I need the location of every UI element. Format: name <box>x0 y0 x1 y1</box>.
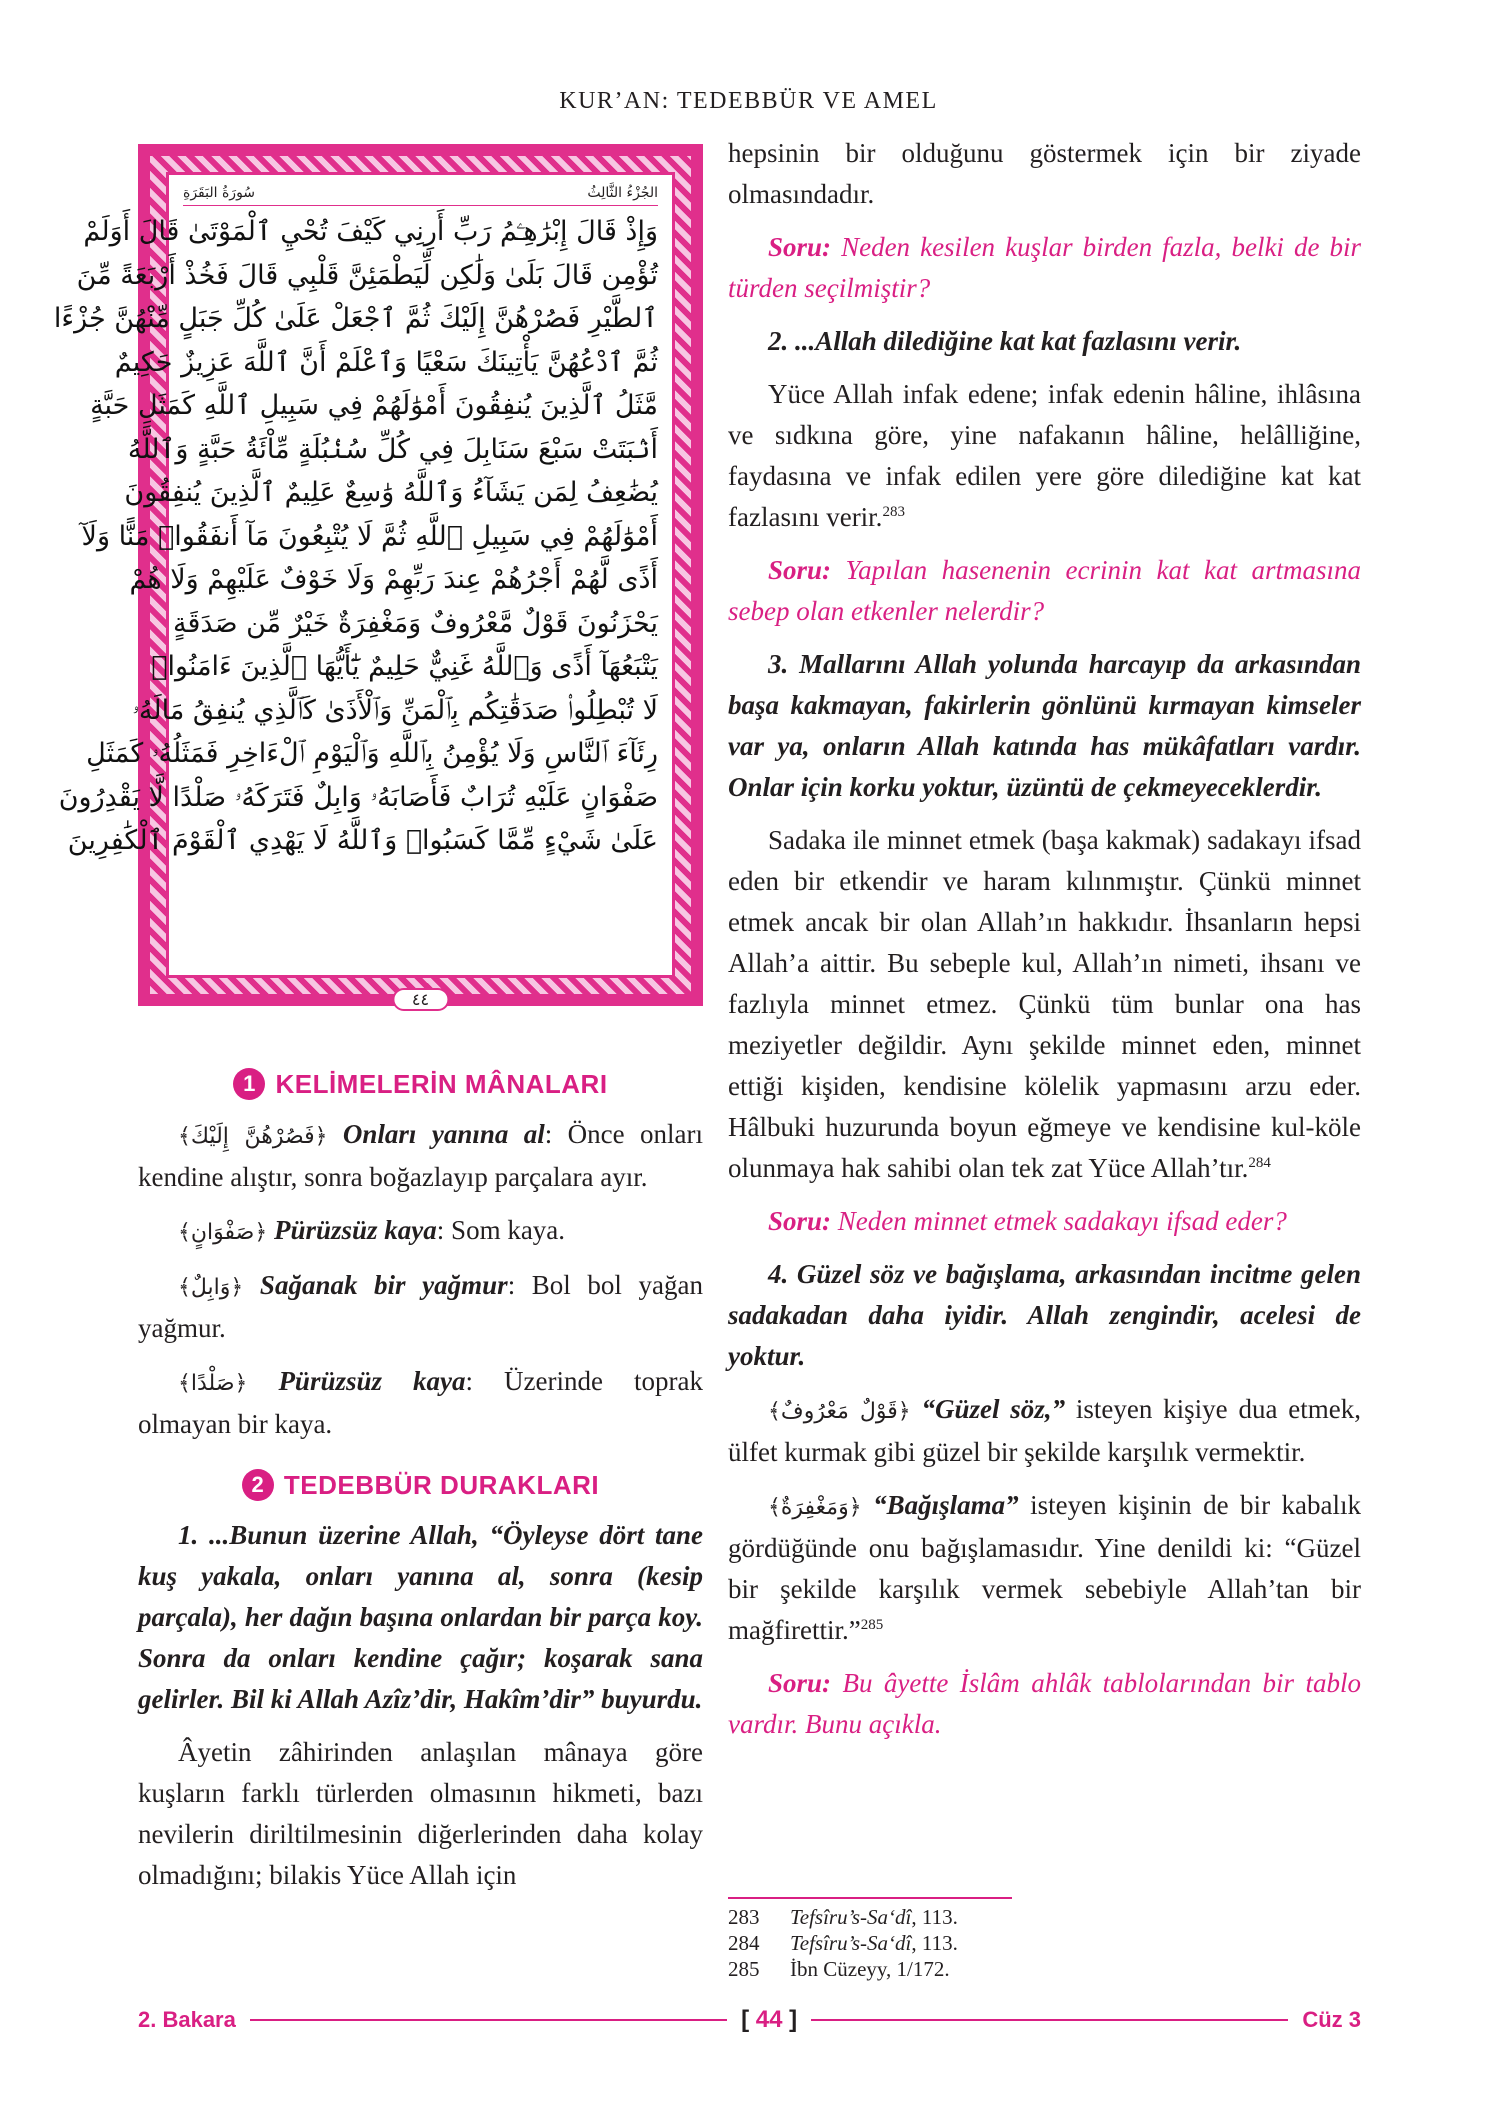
word-meaning-3 <box>138 1265 703 1349</box>
footnote-source: Tefsîru’s-Sa‘dî <box>790 1931 912 1955</box>
paragraph-text: Sadaka ile minnet etmek (başa kakmak) sadakayı ifsad eden bir etkendir ve haram kılınmıştır. Çünkü minnet etmek ancak bir olan Allah’ın hakkıdır. İhsanların hepsi Allah’a aittir. Bu sebeple kul, Allah’ın nimeti, ihsanı ve fazlıyla minnet etmez. Çünkü tüm bunlar ona has meziyetler değildir. Aynı şekilde minnet eden, minnet ettiği kişiden, kendisine kölelik yapmasını arzu eder. Hâlbuki huzurunda boyun eğmeye ve kendisine kul-köle olunmaya hak sahibi olan tek zat Yüce Allah’tır. <box>728 825 1361 1183</box>
section-title: TEDEBBÜR DURAKLARI <box>283 1469 600 1500</box>
ayah-line: وَإِذْ قَالَ إِبْرَٰهِـۧمُ رَبِّ أَرِنِي كَيْفَ تُحْيِ ٱلْمَوْتَىٰ قَالَ أَوَلَمْ <box>83 216 658 247</box>
question-label: Soru: <box>768 1206 832 1236</box>
footer-surah: 2. Bakara <box>138 2007 236 2032</box>
ayah-line: يَحْزَنُونَ قَوْلٌ مَّعْرُوفٌ وَمَغْفِرَةٌ خَيْرٌ مِّن صَدَقَةٍ <box>173 607 658 639</box>
arabic-term: ﴿صَفْوَانٍ﴾ <box>178 1220 268 1245</box>
term-label: Sağanak bir yağmur <box>259 1270 508 1300</box>
question-label: Soru: <box>768 555 832 585</box>
question-text: Neden minnet etmek sadakayı ifsad eder? <box>831 1206 1287 1236</box>
footnote-ref[interactable]: 283 <box>882 504 905 520</box>
term-label: “Güzel söz,” <box>921 1394 1066 1424</box>
ayah-line: تُؤْمِن قَالَ بَلَىٰ وَلَٰكِن لِّيَطْمَئِنَّ قَلْبِي قَالَ فَخُذْ أَرْبَعَةً مِّنَ <box>76 259 658 291</box>
mushaf-surah-label: سُورَةُ البَقَرَةِ <box>183 185 256 201</box>
tedebbur-verse-1: 1. ...Bunun üzerine Allah, “Öyleyse dört tane kuş yakala, onları yanına al, sonra (kesip parçala), her dağın başına onlardan bir parça koy. Sonra da onları kendine çağır; koşarak sana gelirler. Bil ki Allah Azîz’dir, Hakîm’dir” buyurdu. <box>138 1520 703 1714</box>
right-column <box>728 133 1361 1745</box>
word-meaning-1 <box>138 1114 703 1198</box>
section-title: KELİMELERİN MÂNALARI <box>275 1068 608 1099</box>
ayah-line: عَلَىٰ شَيْءٍ مِّمَّا كَسَبُوا۟ وَٱللَّهُ لَا يَهْدِي ٱلْقَوْمَ ٱلْكَٰفِرِينَ <box>67 825 658 856</box>
term-definition: : Üzerinde toprak olmayan bir kaya. <box>138 1366 704 1439</box>
page-bracket-close: ] <box>789 2006 798 2033</box>
mushaf-header <box>183 185 658 206</box>
word-meaning-2 <box>138 1210 703 1253</box>
footnote-ref[interactable]: 285 <box>860 1617 884 1633</box>
section-number-badge: 1 <box>233 1068 265 1100</box>
tedebbur-verse-2: 2. ...Allah dilediğine kat kat fazlasını verir. <box>768 326 1242 356</box>
arabic-term: ﴿فَصُرْهُنَّ إِلَيْكَ﴾ <box>178 1124 328 1149</box>
body-paragraph: hepsinin bir olduğunu göstermek için bir ziyade olmasındadır. <box>728 138 1361 209</box>
ayah-line: ثُمَّ ٱدْعُهُنَّ يَأْتِينَكَ سَعْيًا وَٱعْلَمْ أَنَّ ٱللَّهَ عَزِيزٌ حَكِيمٌ <box>114 346 658 378</box>
body-paragraph <box>728 374 1361 538</box>
term-definition: : Som kaya. <box>436 1215 566 1245</box>
mushaf-page-number: ٤٤ <box>392 988 449 1011</box>
question-text: Bu âyette İslâm ahlâk tablolarından bir tablo vardır. Bunu açıkla. <box>728 1668 1361 1739</box>
question-text: Neden kesilen kuşlar birden fazla, belki de bir türden seçilmiştir? <box>728 232 1361 303</box>
running-head: KUR’AN: TEDEBBÜR VE AMEL <box>559 88 938 114</box>
arabic-term: ﴿صَلْدًا﴾ <box>178 1371 248 1396</box>
question-4 <box>728 1663 1361 1745</box>
arabic-term: ﴿قَوْلٌ مَعْرُوفٌ﴾ <box>768 1399 911 1424</box>
footnote <box>728 1956 1128 1982</box>
mushaf-page-frame <box>53 144 703 1009</box>
footnote-number: 284 <box>728 1931 760 1955</box>
term-label: Onları yanına al <box>342 1119 545 1149</box>
section-number-badge: 2 <box>242 1469 274 1501</box>
footer-rule-right <box>811 2019 1288 2021</box>
question-3 <box>728 1201 1361 1242</box>
tedebbur-verse-3: 3. Mallarını Allah yolunda harcayıp da arkasından başa kakmayan, fakirlerin gönlünü kırmayan kimseler var ya, onların Allah katında has mükâfatları vardır. Onlar için korku yoktur, üzüntü de çekmeyeceklerdir. <box>728 649 1361 802</box>
ayah-line: أَمْوَٰلَهُمْ فِي سَبِيلِ ٱللَّهِ ثُمَّ لَا يُتْبِعُونَ مَآ أَنفَقُوا۟ مَنًّا وَلَآ <box>81 520 658 552</box>
footnote-number: 283 <box>728 1905 760 1929</box>
section-heading-meanings <box>138 1068 703 1100</box>
question-1 <box>728 227 1361 309</box>
mushaf-ayah-lines <box>53 210 658 863</box>
term-definition: : Önce onları kendine alıştır, sonra boğazlayıp parçalara ayır. <box>138 1119 703 1192</box>
body-paragraph <box>728 1389 1361 1473</box>
body-paragraph <box>728 820 1361 1189</box>
page-footer <box>138 2003 1361 2037</box>
ayah-line: مَّثَلُ ٱلَّذِينَ يُنفِقُونَ أَمْوَٰلَهُمْ فِي سَبِيلِ ٱللَّهِ كَمَثَلِ حَبَّةٍ <box>90 390 658 421</box>
footnote-source: Tefsîru’s-Sa‘dî <box>790 1905 912 1929</box>
body-paragraph <box>728 1485 1361 1651</box>
question-label: Soru: <box>768 1668 832 1698</box>
footnote <box>728 1904 1128 1930</box>
section-heading-tedebbur <box>138 1469 703 1501</box>
ayah-line: ٱلطَّيْرِ فَصُرْهُنَّ إِلَيْكَ ثُمَّ ٱجْعَلْ عَلَىٰ كُلِّ جَبَلٍ مِّنْهُنَّ جُزْءًا <box>53 303 658 334</box>
paragraph-text: Yüce Allah infak edene; infak edenin hâline, ihlâsına ve sıdkına göre, yine nafakanın hâline, helâlliğine, faydasına ve infak edilen yere göre dilediğine kat kat fazlasını verir. <box>728 379 1361 532</box>
footnote-ref-text: , 113. <box>911 1905 958 1929</box>
footnote <box>728 1930 1128 1956</box>
term-definition: : Bol bol yağan yağmur. <box>138 1270 703 1343</box>
left-column <box>138 1068 703 1896</box>
body-paragraph: Âyetin zâhirinden anlaşılan mânaya göre kuşların farklı türlerden olmasının hikmeti, bazı nevilerin diriltilmesinin diğerlerinden daha kolay olmadığını; bilakis Yüce Allah için <box>138 1737 703 1890</box>
mushaf-text-area <box>53 172 675 1009</box>
footnotes <box>728 1904 1128 1982</box>
mushaf-juz-label: الجُزْءُ الثَّالِثُ <box>587 185 658 201</box>
paragraph-text: isteyen kişinin de bir kabalık gördüğünde onu bağışlamasıdır. Yine denildi ki: “Güzel bir şekilde karşılık vermek sebebiyle Allah’tan bir mağfirettir.” <box>728 1490 1362 1645</box>
page-bracket-open: [ <box>741 2006 750 2033</box>
footer-juz: Cüz 3 <box>1302 2007 1361 2032</box>
ayah-line: أَنۢبَتَتْ سَبْعَ سَنَابِلَ فِي كُلِّ سُنۢبُلَةٍ مِّاْئَةُ حَبَّةٍ وَٱللَّهُ <box>127 433 658 465</box>
footer-rule-left <box>250 2019 727 2021</box>
ayah-line: يَتْبَعُهَآ أَذًى وَٱللَّهُ غَنِيٌّ حَلِيمٌ يَٰٓأَيُّهَا ٱلَّذِينَ ءَامَنُوا۟ <box>151 651 658 682</box>
footer-page-number <box>741 2006 797 2034</box>
word-meaning-4 <box>138 1361 703 1445</box>
footnote-ref-text: İbn Cüzeyy, 1/172. <box>790 1957 950 1981</box>
term-label: Pürüzsüz kaya <box>278 1366 466 1396</box>
footnote-ref-text: , 113. <box>911 1931 958 1955</box>
ayah-line: لَا تُبْطِلُوا۟ صَدَقَٰتِكُم بِٱلْمَنِّ وَٱلْأَذَىٰ كَٱلَّذِي يُنفِقُ مَالَهُۥ <box>132 694 658 726</box>
footnote-number: 285 <box>728 1957 760 1981</box>
page-number: 44 <box>755 2006 783 2033</box>
arabic-term: ﴿وَمَغْفِرَةٌ﴾ <box>768 1495 862 1520</box>
ayah-line: صَفْوَانٍ عَلَيْهِ تُرَابٌ فَأَصَابَهُۥ وَابِلٌ فَتَرَكَهُۥ صَلْدًا لَّا يَقْدِرُونَ <box>58 781 658 813</box>
mushaf-ornamental-border <box>53 156 691 1009</box>
tedebbur-verse-4: 4. Güzel söz ve bağışlama, arkasından incitme gelen sadakadan daha iyidir. Allah zengindir, acelesi de yoktur. <box>728 1259 1361 1371</box>
ayah-line: رِئَآءَ ٱلنَّاسِ وَلَا يُؤْمِنُ بِٱللَّهِ وَٱلْيَوْمِ ٱلْءَاخِرِ فَمَثَلُهُۥ كَمَثَلِ <box>86 738 658 769</box>
footnote-divider <box>728 1897 1012 1899</box>
question-label: Soru: <box>768 232 832 262</box>
question-text: Yapılan hasenenin ecrinin kat kat artmasına sebep olan etkenler nelerdir? <box>728 555 1361 626</box>
term-label: “Bağışlama” <box>873 1490 1019 1520</box>
term-label: Pürüzsüz kaya <box>273 1215 437 1245</box>
paragraph-text: isteyen kişiye dua etmek, ülfet kurmak gibi güzel bir şekilde karşılık vermektir. <box>728 1394 1361 1467</box>
question-2 <box>728 550 1361 632</box>
ayah-line: أَذًى لَّهُمْ أَجْرُهُمْ عِندَ رَبِّهِمْ وَلَا خَوْفٌ عَلَيْهِمْ وَلَا هُمْ <box>129 564 658 595</box>
arabic-term: ﴿وَابِلٌ﴾ <box>178 1275 244 1300</box>
footnote-ref[interactable]: 284 <box>1248 1155 1271 1171</box>
ayah-line: يُضَٰعِفُ لِمَن يَشَآءُ وَٱللَّهُ وَٰسِعٌ عَلِيمٌ ٱلَّذِينَ يُنفِقُونَ <box>124 477 658 508</box>
